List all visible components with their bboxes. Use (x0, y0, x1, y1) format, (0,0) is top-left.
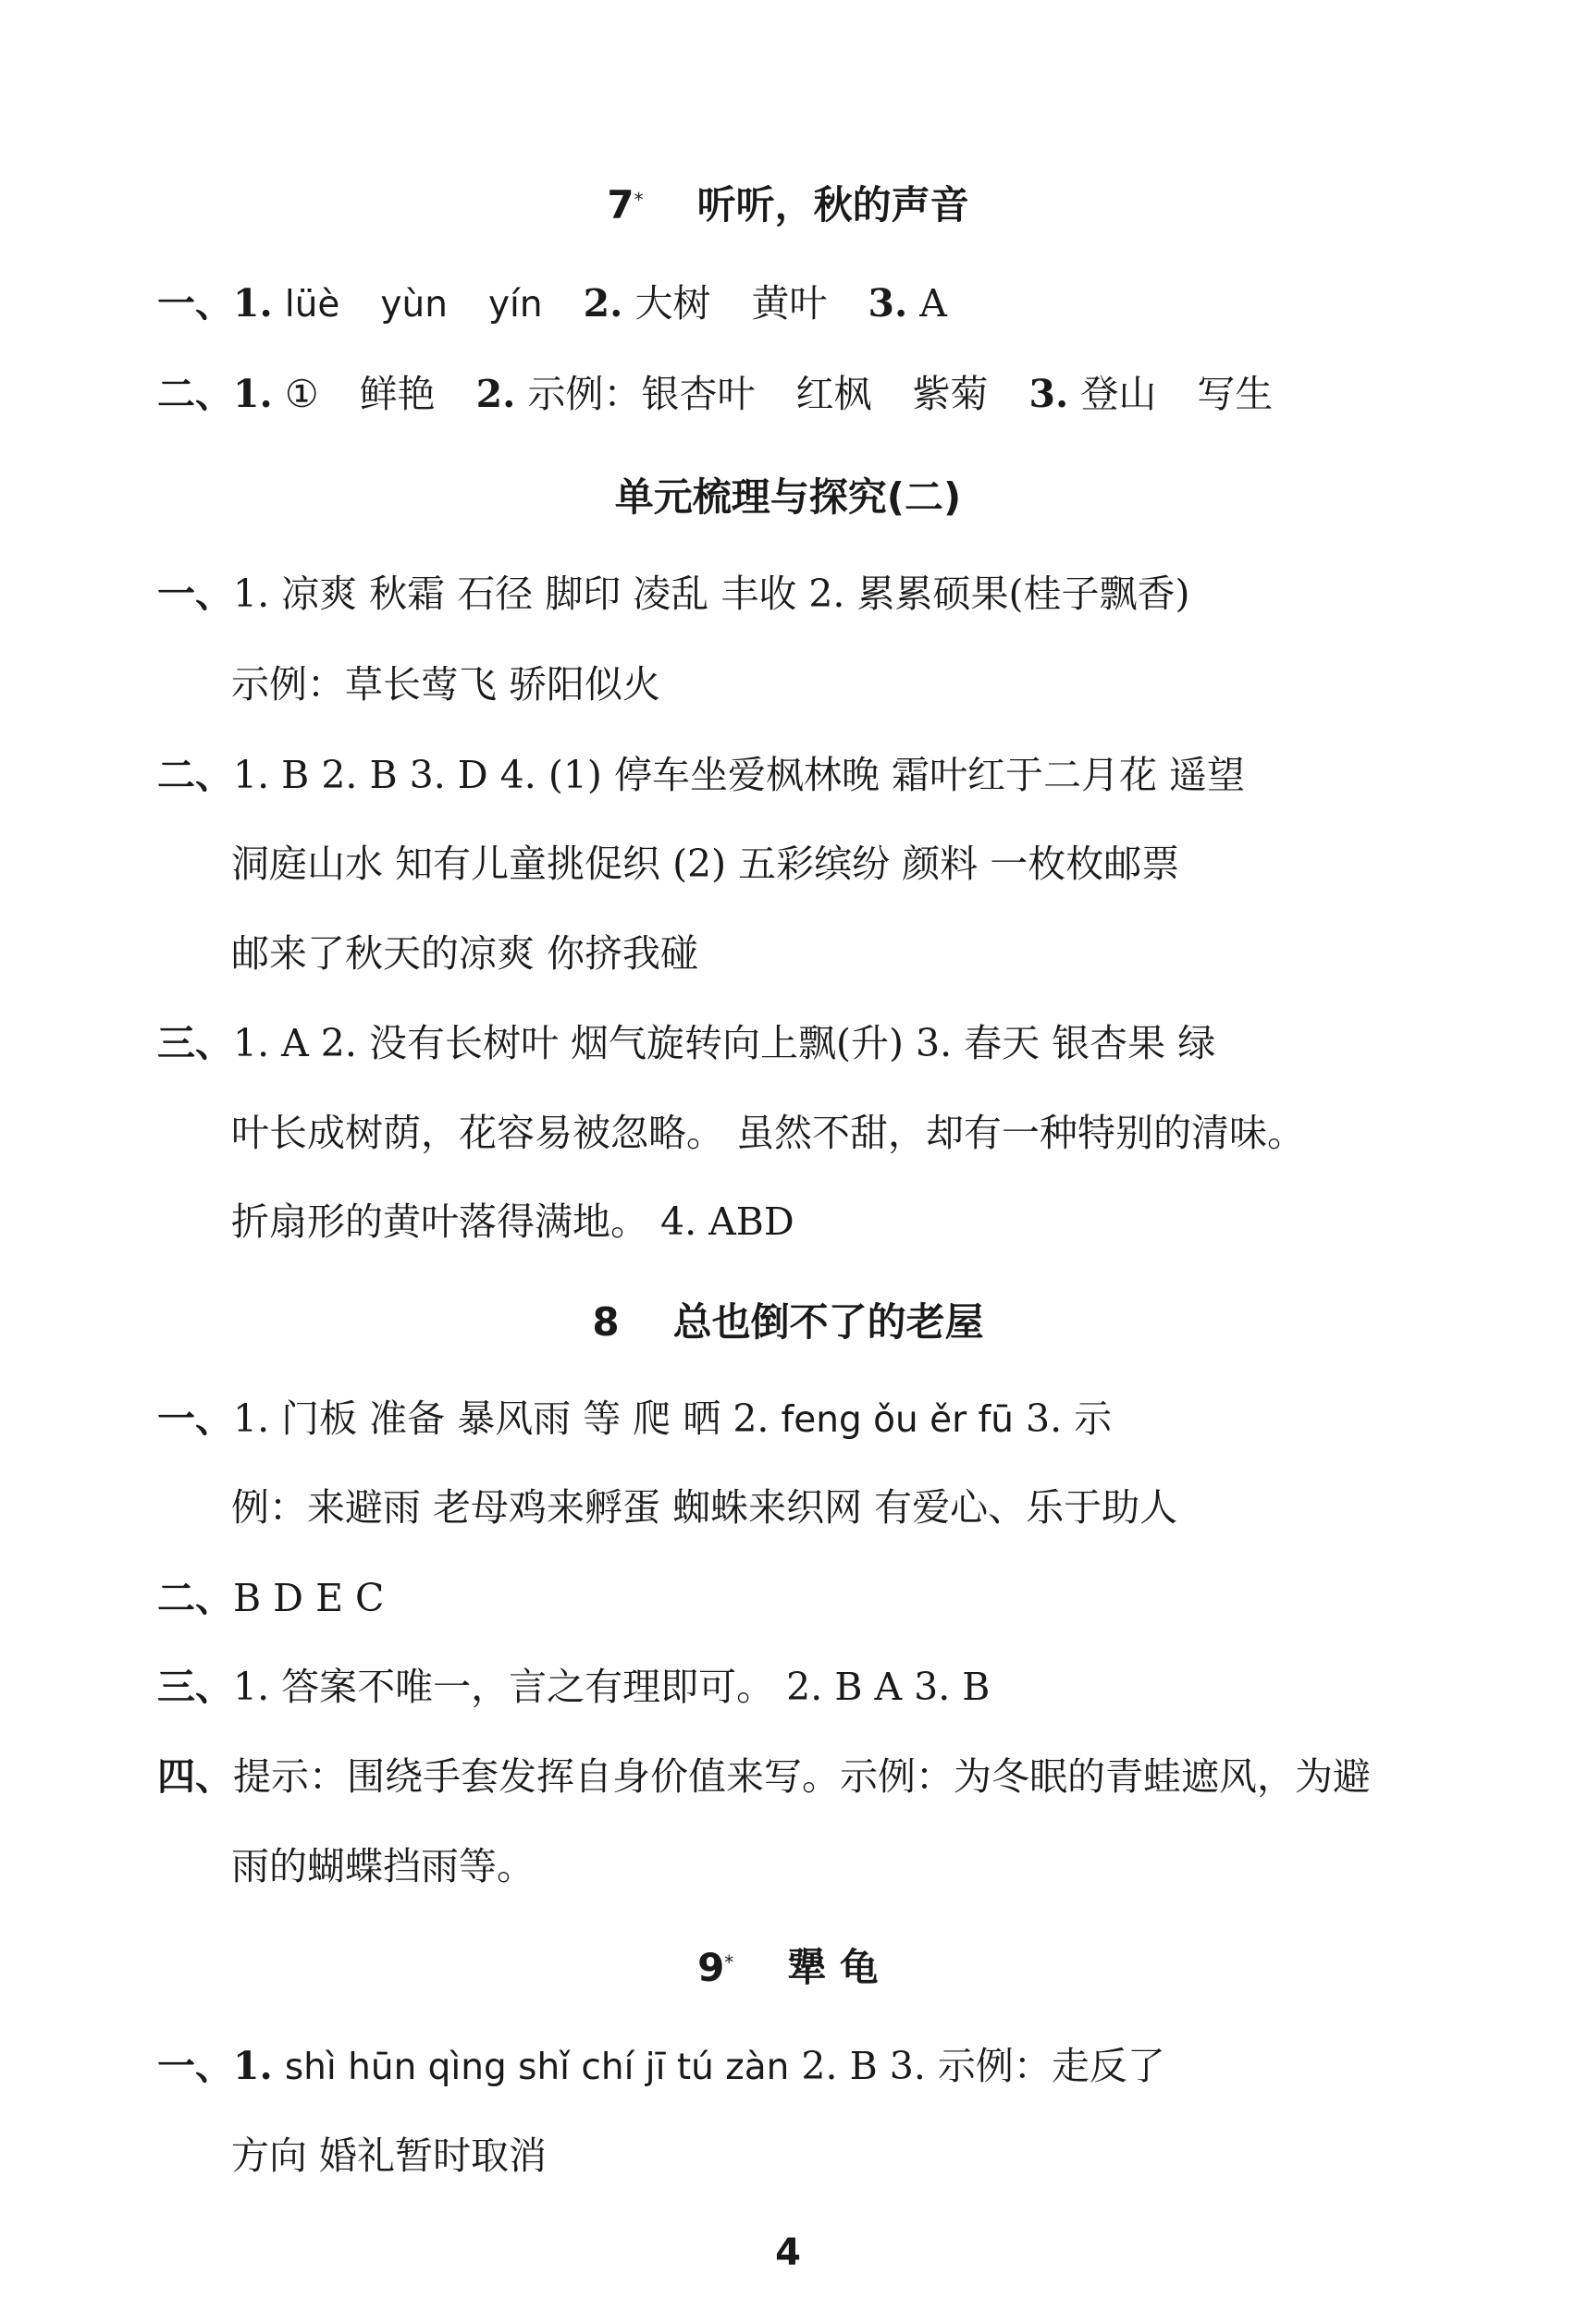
answer-line: 方向 婚礼暂时取消 (231, 2133, 548, 2178)
answer-line: 四、提示：围绕手套发挥自身价值来写。示例：为冬眠的青蛙遮风，为避 (157, 1754, 1371, 1799)
answer-line: 一、1. lüè yùn yín 2. 大树 黄叶 3. A (157, 281, 947, 326)
answer-line: 三、1. 答案不唯一，言之有理即可。 2. B A 3. B (157, 1665, 991, 1709)
answer-line: 叶长成树荫，花容易被忽略。 虽然不甜，却有一种特别的清味。 (231, 1111, 1306, 1155)
answer-line: 洞庭山水 知有儿童挑促织 (2) 五彩缤纷 颜料 一枚枚邮票 (231, 842, 1180, 886)
answer-line: 二、1. ① 鲜艳 2. 示例：银杏叶 红枫 紫菊 3. 登山 写生 (157, 372, 1274, 416)
answer-line: 一、1. 凉爽 秋霜 石径 脚印 凌乱 丰收 2. 累累硕果(桂子飘香) (157, 572, 1190, 616)
answer-line: 折扇形的黄叶落得满地。 4. ABD (231, 1199, 794, 1244)
optional-star: * (724, 1951, 734, 1974)
answer-line: 一、1. shì hūn qìng shǐ chí jī tú zàn 2. B 3. 示例：走反了 (157, 2044, 1165, 2088)
unit-review-heading (0, 472, 1576, 523)
answer-line: 一、1. 门板 准备 暴风雨 等 爬 晒 2. feng ǒu ěr fū 3. 示 (157, 1396, 1113, 1441)
answer-line: 二、B D E C (157, 1576, 385, 1620)
answer-line: 雨的蝴蝶挡雨等。 (231, 1844, 535, 1888)
section-8-heading (0, 1297, 1576, 1348)
answer-line: 邮来了秋天的凉爽 你挤我碰 (231, 931, 699, 976)
section-title: 单元梳理与探究(二) (614, 474, 962, 520)
section-title: 听听，秋的声音 (696, 182, 969, 227)
section-9-heading (0, 1942, 1576, 1994)
section-title: 犟 龟 (787, 1945, 879, 1990)
page-number: 4 (775, 2232, 801, 2274)
section-7-heading (0, 179, 1576, 231)
answer-line: 二、1. B 2. B 3. D 4. (1) 停车坐爱枫林晚 霜叶红于二月花 遥望 (157, 753, 1246, 797)
section-title: 总也倒不了的老屋 (672, 1299, 984, 1345)
answer-line: 示例：草长莺飞 骄阳似火 (231, 662, 661, 707)
section-number: 7 (607, 182, 634, 227)
section-number: 8 (592, 1299, 620, 1345)
optional-star: * (634, 189, 644, 211)
section-number: 9 (697, 1945, 725, 1990)
answer-line: 例：来避雨 老母鸡来孵蛋 蜘蛛来织网 有爱心、乐于助人 (231, 1485, 1178, 1530)
answer-line: 三、1. A 2. 没有长树叶 烟气旋转向上飘(升) 3. 春天 银杏果 绿 (157, 1021, 1216, 1065)
